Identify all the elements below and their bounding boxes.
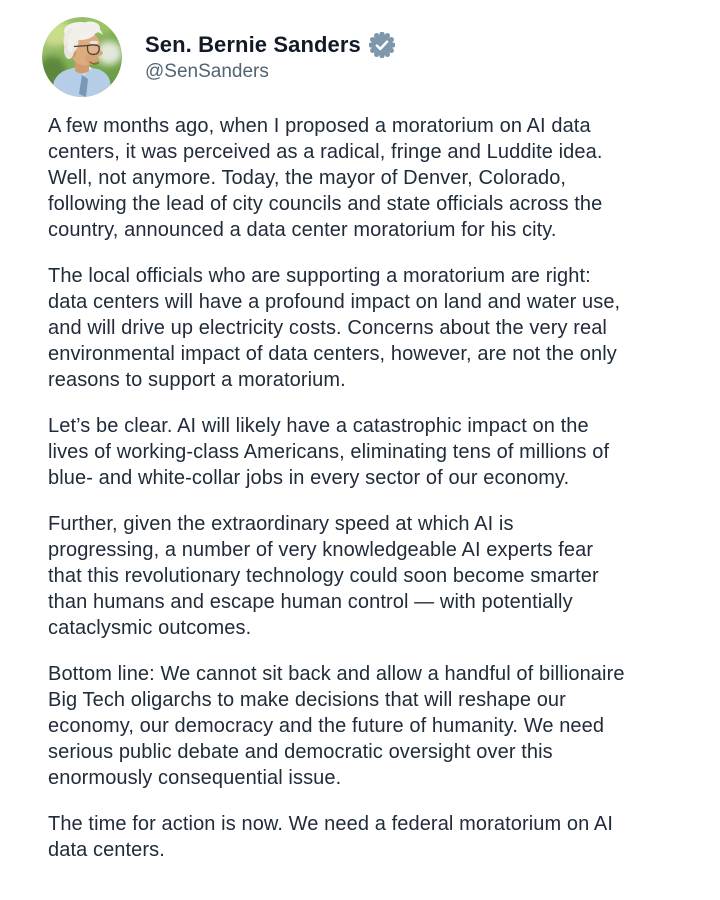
name-block — [145, 31, 395, 84]
tweet-paragraph: Let’s be clear. AI will likely have a catastrophic impact on the lives of working-class Americans, eliminating tens of millions of blue- and white-collar jobs in every sector of our economy. — [48, 415, 610, 489]
display-name[interactable]: Sen. Bernie Sanders — [145, 31, 361, 57]
name-row — [145, 31, 395, 58]
user-handle[interactable]: @SenSanders — [145, 60, 269, 82]
tweet-paragraph: Bottom line: We cannot sit back and allow a handful of billionaire Big Tech oligarchs to make decisions that will reshape our economy, our democracy and the future of humanity. We need serious public debate and democratic oversight over this enormously consequential issue. — [48, 663, 625, 789]
tweet-paragraph: Further, given the extraordinary speed at which AI is progressing, a number of very knowledgeable AI experts fear that this revolutionary technology could soon become smarter than humans and escape human control — with potentially cataclysmic outcomes. — [48, 513, 599, 639]
tweet-text — [48, 113, 676, 863]
tweet-header — [42, 17, 676, 97]
verified-badge-icon[interactable] — [369, 32, 395, 58]
avatar-image — [42, 17, 122, 97]
tweet-paragraph: A few months ago, when I proposed a moratorium on AI data centers, it was perceived as a radical, fringe and Luddite idea. Well, not anymore. Today, the mayor of Denver, Colorado, following the lead of city councils and state officials across the country, announced a data center moratorium for his city. — [48, 115, 603, 241]
avatar[interactable] — [42, 17, 122, 97]
tweet-paragraph: The local officials who are supporting a moratorium are right: data centers will have a profound impact on land and water use, and will drive up electricity costs. Concerns about the very real environmental impact of data centers, however, are not the only reasons to support a moratorium. — [48, 265, 621, 391]
tweet-paragraph: The time for action is now. We need a federal moratorium on AI data centers. — [48, 813, 613, 861]
